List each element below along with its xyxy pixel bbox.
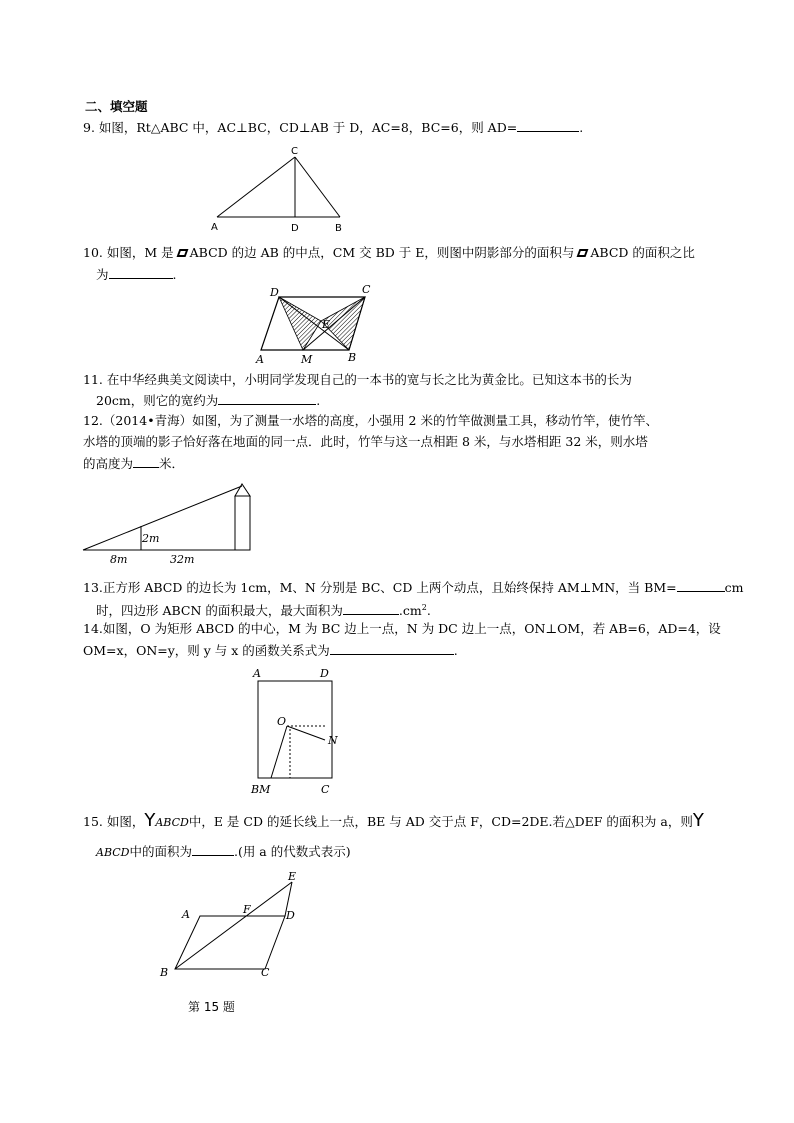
question-13-unit-2: .cm [398, 603, 422, 619]
question-12-line3-text: 的高度为 [83, 456, 134, 471]
answer-blank-13b[interactable] [343, 602, 399, 615]
label-c: C [291, 146, 298, 157]
label-distance-1: 8m [110, 553, 128, 566]
label-o: O [277, 715, 287, 728]
label-a: A [211, 222, 218, 233]
label-b: B [335, 223, 342, 234]
label-pole-height: 2m [142, 532, 160, 545]
question-12-line-1: 12.（2014•青海）如图，为了测量一水塔的高度，小强用 2 米的竹竿做测量工具，移动竹竿，使竹竿、 [83, 413, 658, 428]
answer-blank-10[interactable] [109, 266, 173, 279]
question-11-line-1: 11. 在中华经典美文阅读中，小明同学发现自己的一本书的宽与长之比为黄金比。已知这本书的长为 [83, 372, 632, 387]
label-m: M [301, 353, 313, 366]
parallelogram-symbol: Y [144, 810, 156, 831]
label-c: C [321, 783, 330, 796]
label-d: D [286, 909, 295, 922]
answer-blank-13a[interactable] [677, 579, 725, 592]
label-c: C [362, 283, 371, 296]
label-b: B [160, 966, 169, 979]
answer-blank-14[interactable] [330, 642, 454, 655]
label-a: A [182, 908, 190, 921]
label-a: A [256, 353, 264, 366]
section-title: 二、填空题 [85, 99, 148, 114]
figure-q15 [155, 866, 315, 981]
question-9 [83, 119, 583, 136]
label-f: F [243, 903, 251, 916]
question-10-text-b: ABCD 的边 AB 的中点，CM 交 BD 于 E，则图中阴影部分的面积与 [189, 245, 575, 260]
shadow-line [83, 486, 242, 550]
rectangle-abcd [258, 681, 332, 778]
label-c: C [261, 966, 270, 979]
label-e: E [288, 870, 297, 883]
question-13-end: . [426, 603, 431, 619]
question-10-line2-text: 为 [96, 267, 109, 282]
answer-blank-12[interactable] [133, 455, 159, 468]
segment-om [271, 726, 287, 778]
label-d: D [291, 223, 299, 234]
question-13-unit: cm [724, 580, 744, 595]
question-13-line1-text: 13.正方形 ABCD 的边长为 1cm，M、N 分别是 BC、CD 上两个动点，且始终保持 AM⊥MN，当 BM= [83, 580, 677, 595]
figure-q12 [80, 478, 260, 568]
abcd-label: ABCD [155, 816, 189, 829]
question-10-end: . [172, 267, 177, 282]
label-d: D [270, 286, 279, 299]
question-9-end: . [579, 120, 584, 135]
segment-be [175, 882, 292, 969]
answer-blank-9[interactable] [517, 119, 579, 132]
question-12-line-3 [83, 455, 184, 472]
question-12-unit: 米． [159, 456, 185, 471]
question-13-line-2 [96, 600, 431, 619]
question-14-end: . [453, 643, 458, 658]
answer-blank-11[interactable] [218, 392, 316, 405]
question-11-line-2 [96, 392, 320, 409]
question-14-line2-text: OM=x，ON=y，则 y 与 x 的函数关系式为 [83, 643, 330, 658]
parallelogram-symbol: Y [692, 810, 704, 831]
question-14-line-2 [83, 642, 458, 659]
question-15-text-3: .(用 a 的代数式表示) [233, 844, 351, 859]
label-bm: BM [251, 783, 271, 796]
question-11-line2-text: 20cm，则它的宽约为 [96, 393, 219, 408]
label-d: D [320, 667, 329, 680]
label-a: A [253, 667, 261, 680]
answer-blank-15[interactable] [192, 843, 234, 856]
label-b: B [348, 351, 357, 364]
parallelogram-icon [176, 249, 188, 258]
question-12-line-2: 水塔的顶端的影子恰好落在地面的同一点．此时，竹竿与这一点相距 8 米，与水塔相距 32 米，则水塔 [83, 434, 648, 449]
question-15-number: 15. 如图， [83, 814, 145, 829]
figure-q14 [245, 662, 355, 798]
water-tower-roof [235, 484, 250, 496]
abcd-label: ABCD [96, 846, 130, 859]
segment-bc [295, 157, 340, 217]
label-distance-2: 32m [170, 553, 195, 566]
label-n: N [328, 734, 338, 747]
parallelogram-icon [576, 249, 588, 258]
question-15-line-1 [83, 811, 704, 833]
water-tower [235, 496, 250, 550]
parallelogram-abcd [175, 916, 285, 969]
question-15-line-2 [96, 843, 351, 861]
figure-q9 [205, 143, 355, 235]
question-13-line2-text: 时，四边形 ABCN 的面积最大，最大面积为 [96, 603, 343, 619]
segment-ac [217, 157, 295, 217]
segment-on [287, 726, 325, 740]
question-15-text-1: 中，E 是 CD 的延长线上一点，BE 与 AD 交于点 F，CD=2DE.若△DEF 的面积为 a，则 [188, 814, 693, 829]
superscript-2: 2 [421, 603, 427, 612]
question-11-end: . [316, 393, 321, 408]
question-10-text-c: ABCD 的面积之比 [590, 245, 695, 260]
label-e: E [322, 318, 331, 331]
question-15-text-2: 中的面积为 [129, 844, 192, 859]
question-10-text-a: 10. 如图，M 是 [83, 245, 174, 260]
figure-q10 [252, 283, 382, 371]
question-10-line-2 [96, 266, 177, 283]
figure-15-caption: 第 15 题 [188, 1000, 235, 1014]
question-10 [83, 245, 695, 261]
question-13-line-1 [83, 579, 743, 596]
question-9-text: 9. 如图，Rt△ABC 中，AC⊥BC，CD⊥AB 于 D，AC=8，BC=6，则 AD= [83, 120, 518, 135]
question-14-line-1: 14.如图，O 为矩形 ABCD 的中心，M 为 BC 边上一点，N 为 DC 边上一点，ON⊥OM，若 AB=6，AD=4，设 [83, 621, 721, 636]
